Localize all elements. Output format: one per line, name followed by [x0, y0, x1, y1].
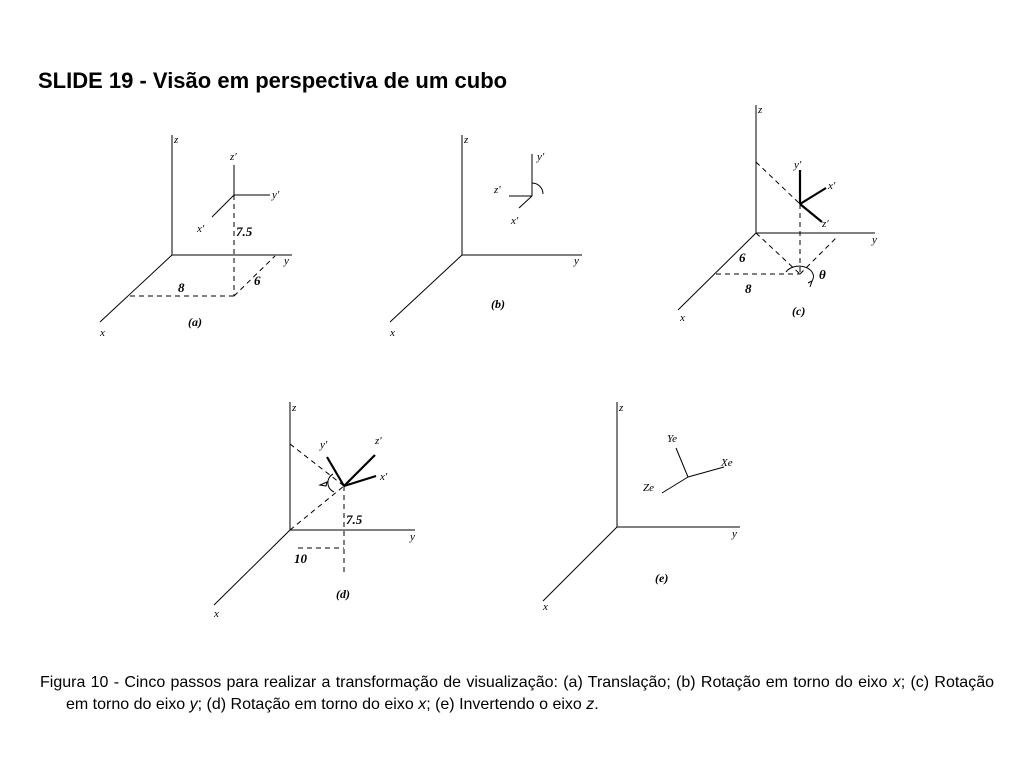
panel-c-x-prime-label: x' [828, 180, 836, 192]
panel-e-z-label: z [619, 402, 624, 414]
panel-e-xe-axis [688, 467, 724, 477]
panel-e [542, 402, 740, 613]
panel-d-y-label: y [410, 531, 415, 543]
panel-d-x-label: x [214, 608, 219, 620]
panel-d-caption: (d) [336, 587, 350, 601]
panel-c-z-prime-label: z' [822, 218, 829, 230]
panel-c-angle-theta: θ [819, 267, 826, 282]
panel-e-ye-label: Ye [667, 433, 677, 445]
panel-e-xe-label: Xe [721, 457, 733, 469]
panel-a-z-label: z [174, 134, 179, 146]
panel-b-z-label: z [464, 134, 469, 146]
panel-d-y-prime-axis [327, 457, 344, 486]
panel-a-caption: (a) [188, 315, 202, 329]
panel-c-y-label: y [872, 234, 877, 246]
caption-axis-x-1: x [892, 674, 901, 691]
panel-d-dash-diagonal [290, 444, 344, 486]
panel-c-caption: (c) [792, 304, 806, 318]
panel-a-y-label: y [284, 255, 289, 267]
panel-a-x-axis [100, 255, 172, 322]
panel-a-dim-x: 8 [178, 280, 185, 295]
panel-d-y-prime-label: y' [320, 439, 328, 451]
figure-caption [40, 672, 994, 716]
panel-b-z-prime-label: z' [494, 184, 501, 196]
panel-c-dash-origin [756, 233, 800, 274]
panel-d-dash-origin [290, 486, 344, 530]
panel-d [213, 402, 415, 620]
panel-d-rotation-marker [320, 482, 327, 486]
panel-c-dim-8: 8 [745, 281, 752, 296]
panel-a-x-label: x [100, 327, 105, 339]
panel-a-y-prime-label: y' [272, 189, 280, 201]
panel-c-x-label: x [680, 312, 685, 324]
panel-d-x-axis [214, 530, 290, 605]
slide-title: SLIDE 19 - Visão em perspectiva de um cubo [38, 68, 508, 93]
panel-a-x-prime-label: x' [197, 223, 205, 235]
panel-d-dim-z: 7.5 [346, 512, 363, 527]
panel-e-ze-label: Ze [643, 482, 654, 494]
panel-a [99, 134, 292, 339]
caption-part-3: ; (d) Rotação em torno do eixo [197, 696, 419, 713]
panel-d-x-prime-label: x' [380, 471, 388, 483]
panel-b-x-prime-axis [519, 196, 532, 208]
panel-b-x-label: x [390, 327, 395, 339]
panel-a-dim-z: 7.5 [236, 224, 253, 239]
caption-part-5: . [594, 696, 599, 713]
panel-e-ye-axis [676, 448, 688, 477]
panel-d-rotation-arc [328, 474, 334, 492]
panel-b-x-axis [390, 255, 462, 322]
caption-axis-y-1: y [189, 696, 198, 713]
panel-c-arc-arrowhead [808, 281, 812, 287]
panel-c-x-axis [678, 233, 756, 310]
panel-c-x-prime-axis [800, 188, 826, 204]
panel-c-z-label: z [758, 104, 763, 116]
panel-a-z-prime-label: z' [230, 151, 237, 163]
panel-e-ze-axis [662, 477, 688, 493]
panel-a-x-prime-axis [212, 195, 234, 217]
panel-c-z-prime-axis [800, 204, 822, 222]
caption-part-1: Figura 10 - Cinco passos para realizar a transformação de visualização: (a) Translação; (b) Rotação em torno do eixo [40, 674, 893, 691]
panel-d-z-label: z [292, 402, 297, 414]
panel-a-dim-y: 6 [254, 273, 261, 288]
panel-c-dim-6: 6 [739, 250, 746, 265]
caption-part-4: ; (e) Invertendo o eixo [426, 696, 587, 713]
panel-b-rotation-arc [532, 183, 543, 194]
caption-axis-x-2: x [418, 696, 427, 713]
panel-c [678, 104, 877, 324]
panel-b [389, 134, 582, 339]
panel-d-z-prime-label: z' [375, 435, 382, 447]
panel-b-y-label: y [574, 255, 579, 267]
panel-e-caption: (e) [655, 571, 669, 585]
panel-d-dim-10: 10 [294, 551, 307, 566]
panel-c-y-prime-label: y' [794, 159, 802, 171]
panel-e-x-label: x [543, 601, 548, 613]
caption-part-2: ; (c) Rotação em torno do eixo [66, 674, 994, 713]
panel-b-x-prime-label: x' [511, 215, 519, 227]
panel-e-x-axis [543, 527, 617, 601]
panel-e-y-label: y [732, 528, 737, 540]
panel-b-y-prime-label: y' [537, 151, 545, 163]
panel-b-caption: (b) [491, 297, 505, 311]
caption-axis-z-1: z [586, 696, 595, 713]
